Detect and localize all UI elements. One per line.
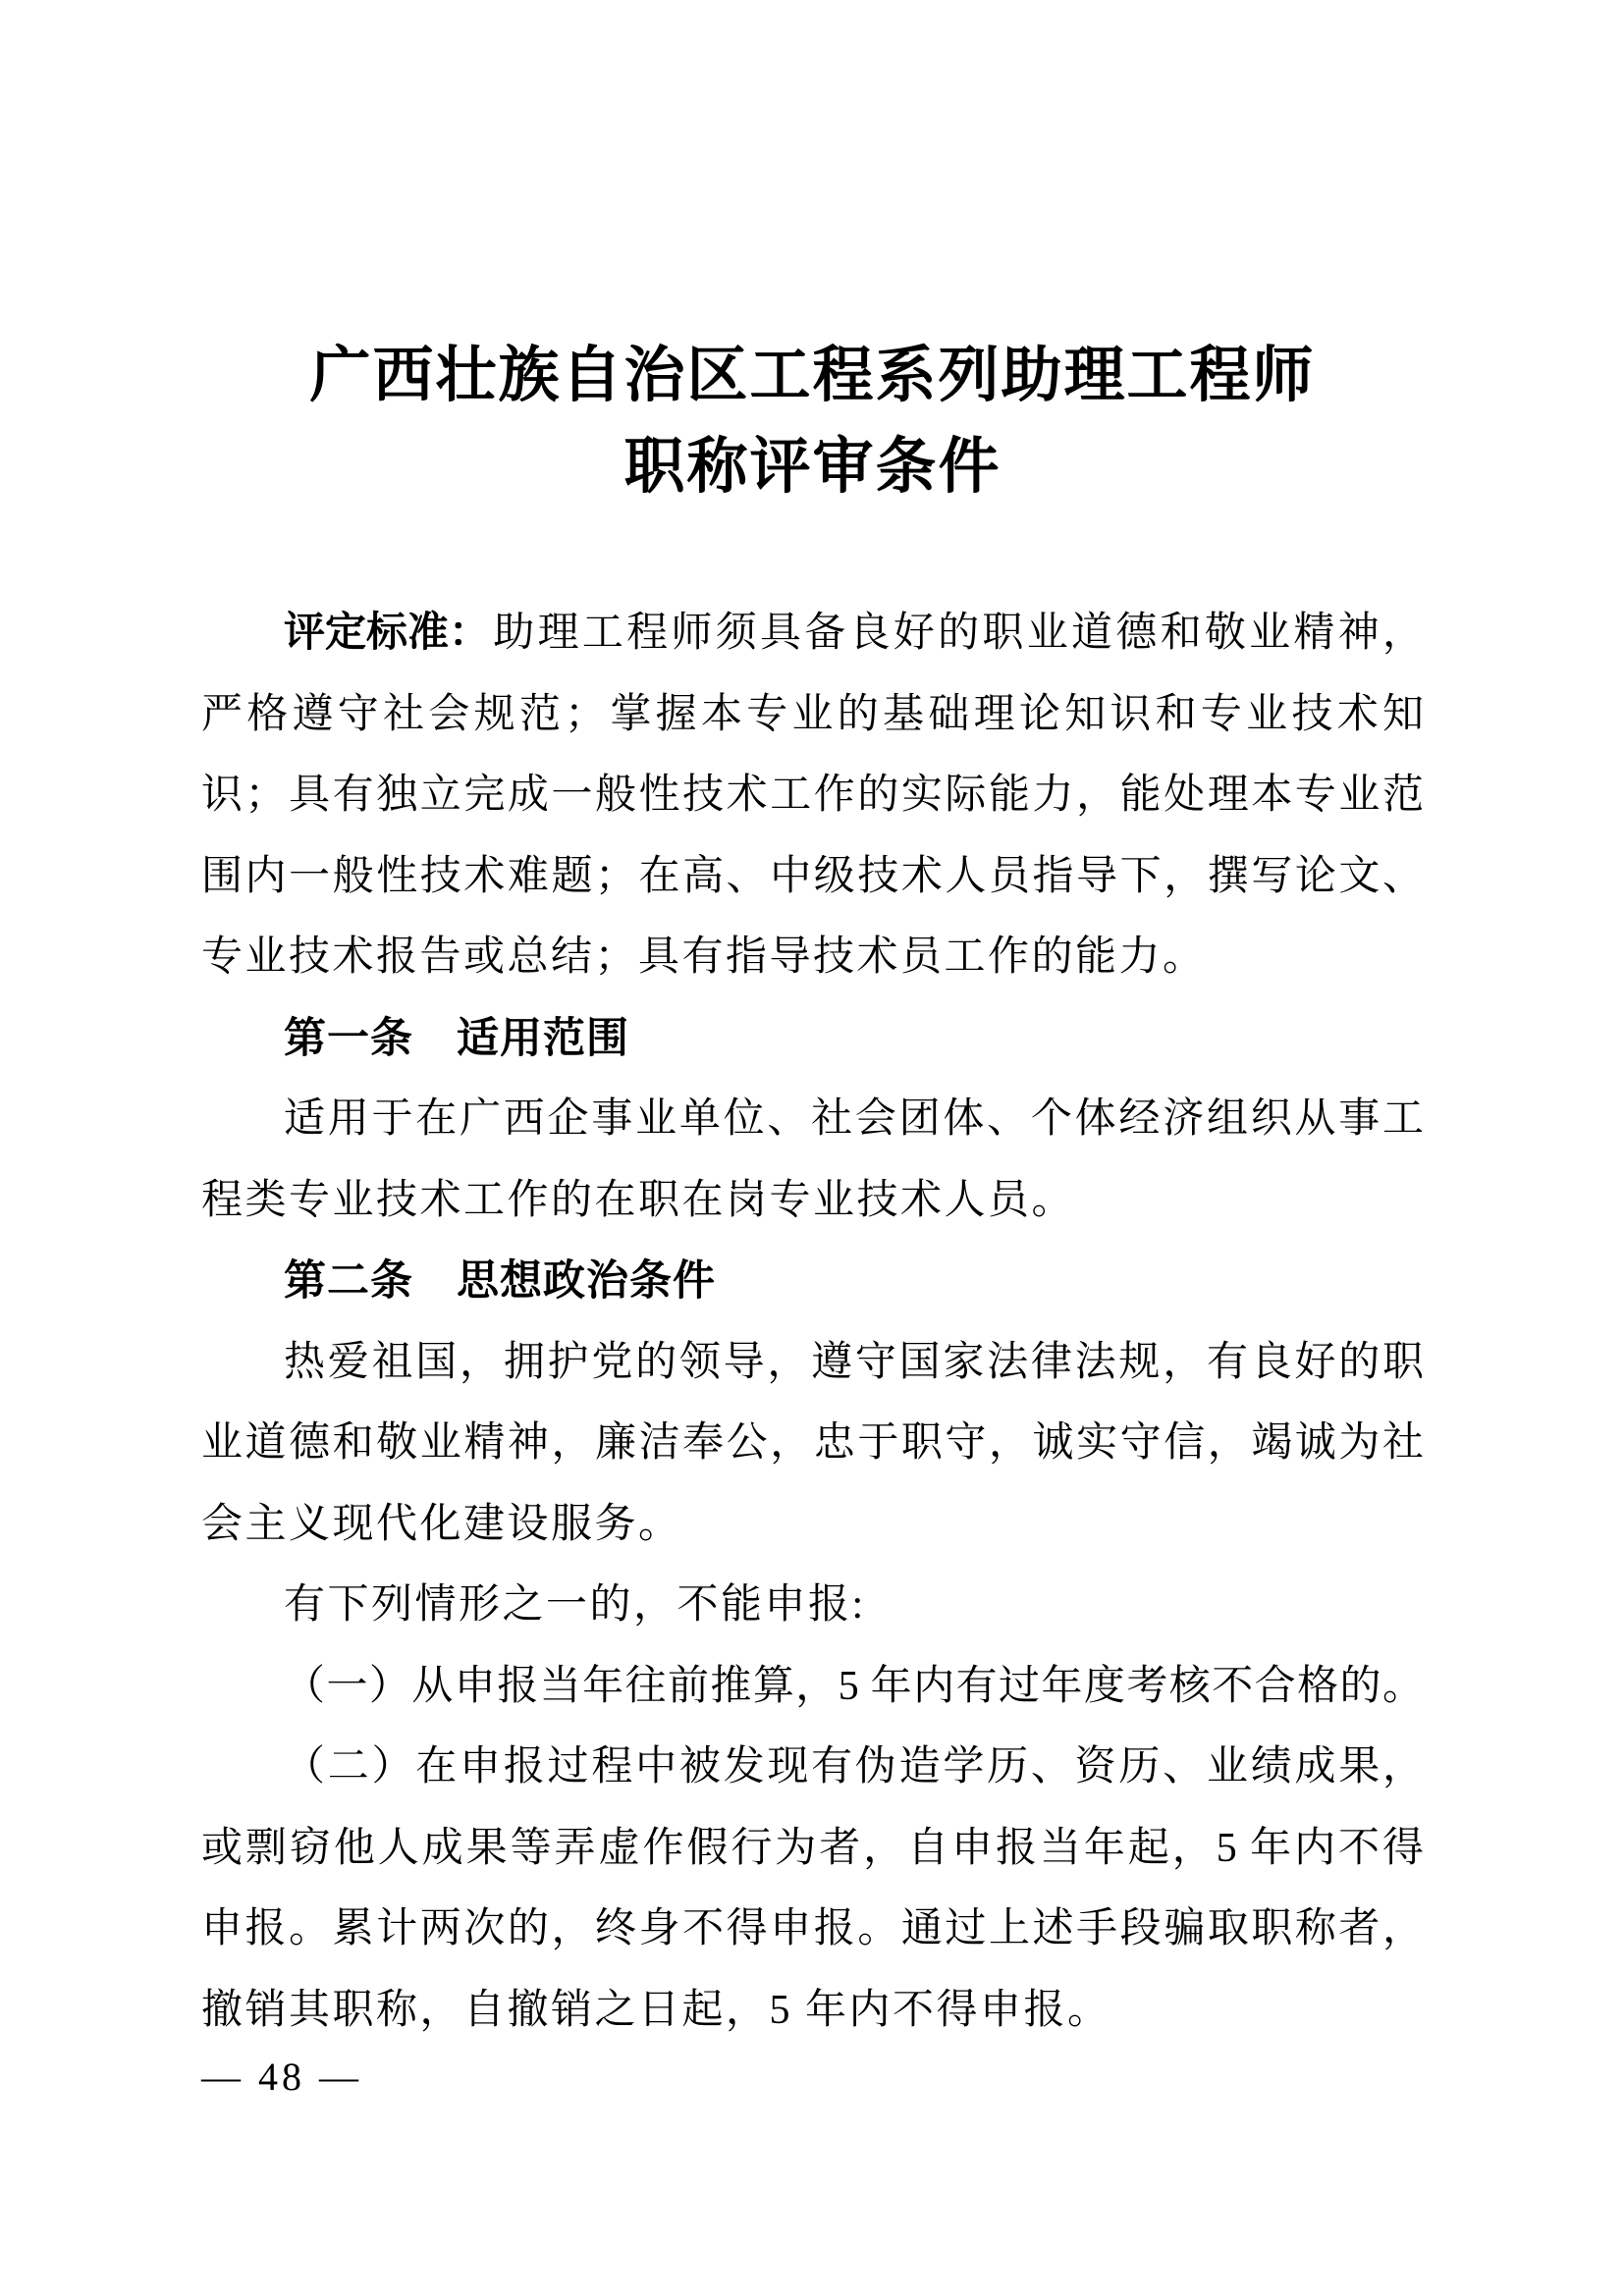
document-title	[201, 330, 1424, 512]
paragraph-line: 围内一般性技术难题；在高、中级技术人员指导下，撰写论文、	[201, 853, 1424, 899]
paragraph-line	[201, 592, 1424, 674]
paragraph-line: 有下列情形之一的，不能申报:	[284, 1582, 866, 1628]
paragraph-line: 或剽窃他人成果等弄虚作假行为者，自申报当年起，5 年内不得	[201, 1825, 1424, 1871]
paragraph-line: 业道德和敬业精神，廉洁奉公，忠于职守，诚实守信，竭诚为社	[201, 1420, 1424, 1466]
paragraph-text: 助理工程师须具备良好的职业道德和敬业精神，	[490, 611, 1424, 656]
paragraph-lead-label: 评定标准：	[284, 609, 491, 655]
paragraph-line: 热爱祖国，拥护党的领导，遵守国家法律法规，有良好的职	[284, 1339, 1424, 1385]
section-heading-article-2: 第二条 思想政治条件	[284, 1257, 716, 1305]
section-heading-article-1: 第一条 适用范围	[284, 1014, 629, 1062]
list-item-line-2: （二）在申报过程中被发现有伪造学历、资历、业绩成果，	[284, 1744, 1424, 1789]
page-number: — 48 —	[201, 2055, 362, 2099]
document-body	[201, 592, 1424, 2051]
paragraph-line: 申报。累计两次的，终身不得申报。通过上述手段骗取职称者，	[201, 1906, 1424, 1951]
paragraph-line: 严格遵守社会规范；掌握本专业的基础理论知识和专业技术知	[201, 691, 1424, 737]
document-title-line-1: 广西壮族自治区工程系列助理工程师	[309, 342, 1316, 409]
paragraph-line: 会主义现代化建设服务。	[201, 1501, 682, 1547]
paragraph-line: 适用于在广西企事业单位、社会团体、个体经济组织从事工	[284, 1096, 1424, 1142]
paragraph-line: 程类专业技术工作的在职在岗专业技术人员。	[201, 1177, 1076, 1223]
document-title-line-2: 职称评审条件	[623, 433, 1001, 501]
paragraph-line: 撤销其职称，自撤销之日起，5 年内不得申报。	[201, 1987, 1111, 2033]
list-item-line-1: （一）从申报当年往前推算，5 年内有过年度考核不合格的。	[284, 1663, 1424, 1709]
paragraph-line: 识；具有独立完成一般性技术工作的实际能力，能处理本专业范	[201, 773, 1424, 818]
paragraph-line: 专业技术报告或总结；具有指导技术员工作的能力。	[201, 934, 1207, 980]
